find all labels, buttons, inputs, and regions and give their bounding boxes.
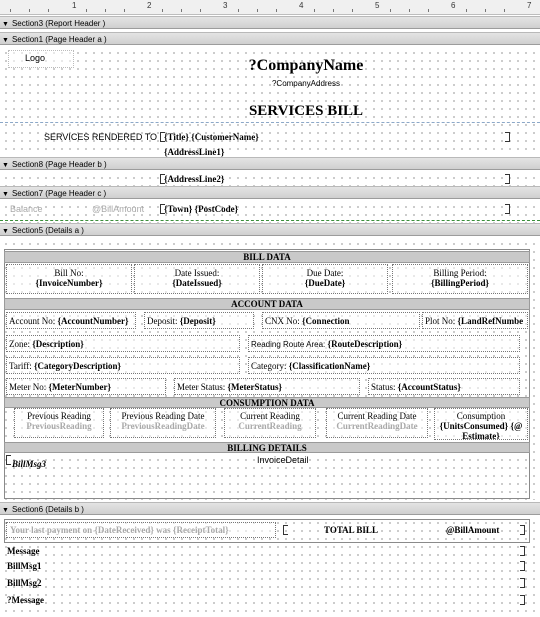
triangle-down-icon: ▼ (2, 507, 9, 514)
deposit-label: Deposit: (147, 316, 178, 326)
account-data-heading[interactable]: ACCOUNT DATA (4, 298, 530, 310)
tariff-label: Tariff: (9, 361, 32, 371)
zone-value: {Description} (32, 339, 84, 349)
deposit-cell[interactable] (144, 312, 254, 329)
account-no-value: {AccountNumber} (57, 316, 129, 326)
previous-reading-value: PreviousReading (26, 421, 92, 431)
current-reading-date-value: CurrentReadingDate (336, 421, 418, 431)
plot-no-cell[interactable] (422, 312, 528, 329)
section-label: Section8 (Page Header b ) (11, 160, 107, 169)
details-b-band (0, 516, 540, 617)
triangle-down-icon: ▼ (2, 162, 9, 169)
total-bill-label[interactable]: TOTAL BILL (324, 525, 378, 535)
bill-msg3-field[interactable]: BillMsg3 (12, 459, 47, 469)
previous-reading-label: Previous Reading (27, 411, 91, 421)
previous-reading-date-label: Previous Reading Date (121, 411, 205, 421)
consumption-label: Consumption (456, 411, 506, 421)
route-value: {RouteDescription} (327, 339, 403, 349)
section-label: Section1 (Page Header a ) (11, 35, 107, 44)
triangle-down-icon: ▼ (2, 191, 9, 198)
zone-cell[interactable] (6, 335, 240, 352)
category-cell[interactable] (248, 357, 520, 374)
ruler-mark: 5 (375, 1, 380, 10)
last-payment-field[interactable]: Your last payment on {DateReceived} was {ReceiptTotal} (6, 522, 276, 538)
meter-status-cell[interactable] (174, 378, 360, 395)
billing-details-heading[interactable]: BILLING DETAILS (4, 442, 530, 453)
address-line1-field[interactable]: {AddressLine1} (164, 147, 225, 157)
account-no-cell[interactable] (6, 312, 136, 329)
services-rendered-label[interactable]: SERVICES RENDERED TO (44, 132, 158, 142)
category-label: Category: (251, 361, 287, 371)
due-date-cell[interactable] (262, 264, 388, 294)
triangle-down-icon: ▼ (2, 37, 9, 44)
invoice-detail-subreport[interactable]: InvoiceDetail (257, 455, 309, 465)
logo-placeholder[interactable] (8, 50, 74, 68)
question-message-field[interactable]: ?Message (7, 595, 44, 605)
plot-no-label: Plot No: (425, 316, 456, 326)
current-reading-label: Current Reading (240, 411, 300, 421)
company-address-field[interactable]: ?CompanyAddress (271, 79, 341, 88)
current-reading-value: CurrentReading (238, 421, 302, 431)
meter-no-value: {MeterNumber} (48, 382, 112, 392)
bill-no-cell[interactable] (6, 264, 132, 294)
current-reading-date-cell[interactable] (326, 408, 428, 438)
zone-label: Zone: (9, 339, 30, 349)
current-reading-cell[interactable] (224, 408, 316, 438)
triangle-down-icon: ▼ (2, 228, 9, 235)
tariff-cell[interactable] (6, 357, 240, 374)
status-label: Status: (371, 382, 396, 392)
date-issued-value: {DateIssued} (172, 278, 222, 288)
horizontal-ruler (0, 0, 540, 15)
bill-msg1-field[interactable]: BillMsg1 (7, 561, 42, 571)
triangle-down-icon: ▼ (2, 21, 9, 28)
bill-no-label: Bill No: (54, 268, 84, 278)
ruler-mark: 1 (72, 1, 77, 10)
meter-status-label: Meter Status: (177, 382, 226, 392)
town-postcode-field[interactable]: {Town} {PostCode} (164, 204, 239, 214)
section-label: Section3 (Report Header ) (11, 19, 106, 28)
plot-no-value: {LandRefNumbe (457, 316, 524, 326)
section-bar-details-b[interactable] (0, 502, 540, 515)
previous-reading-date-cell[interactable] (110, 408, 216, 438)
address-line2-field[interactable]: {AddressLine2} (164, 174, 225, 184)
route-label: Reading Route Area: (251, 340, 326, 349)
current-reading-date-label: Current Reading Date (337, 411, 417, 421)
section-bar-page-header-a[interactable] (0, 32, 540, 45)
previous-reading-date-value: PreviousReadingDate (121, 421, 205, 431)
section-bar-page-header-b[interactable] (0, 157, 540, 170)
consumption-cell[interactable] (434, 408, 528, 440)
cnx-no-value: {Connection (302, 316, 350, 326)
consumption-data-heading[interactable]: CONSUMPTION DATA (4, 397, 530, 408)
bill-msg2-field[interactable]: BillMsg2 (7, 578, 42, 588)
bill-no-value: {InvoiceNumber} (35, 278, 103, 288)
deposit-value: {Deposit} (179, 316, 216, 326)
due-date-value: {DueDate} (304, 278, 346, 288)
billing-period-cell[interactable] (392, 264, 528, 294)
meter-status-value: {MeterStatus} (227, 382, 283, 392)
page-header-c-band (0, 200, 540, 223)
title-customer-field[interactable]: {Title} {CustomerName} (164, 132, 259, 142)
section-label: Section7 (Page Header c ) (11, 189, 107, 198)
logo-label: Logo (25, 53, 46, 63)
ruler-mark: 2 (147, 1, 152, 10)
section-bar-page-header-c[interactable] (0, 186, 540, 199)
meter-no-cell[interactable] (6, 378, 166, 395)
consumption-value: {UnitsConsumed} {@ (439, 421, 523, 431)
bill-amount-header-field[interactable]: @BillAmount (92, 204, 145, 214)
details-a-band (0, 237, 540, 500)
ruler-mark: 6 (451, 1, 456, 10)
ruler-mark: 4 (299, 1, 304, 10)
balance-label[interactable]: Balance (10, 204, 43, 214)
section-label: Section5 (Details a ) (11, 226, 84, 235)
section-bar-details-a[interactable] (0, 223, 540, 236)
previous-reading-cell[interactable] (14, 408, 104, 438)
ruler-mark: 7 (527, 1, 532, 10)
due-date-label: Due Date: (306, 268, 344, 278)
date-issued-cell[interactable] (134, 264, 260, 294)
tariff-value: {CategoryDescription} (33, 361, 122, 371)
services-bill-title[interactable]: SERVICES BILL (248, 103, 364, 119)
message-field[interactable]: Message (7, 546, 40, 556)
billing-period-label: Billing Period: (433, 268, 487, 278)
date-issued-label: Date Issued: (174, 268, 220, 278)
bill-data-heading[interactable]: BILL DATA (4, 251, 530, 263)
account-no-label: Account No: (9, 316, 56, 326)
page-header-a-band (0, 46, 540, 156)
cnx-no-cell[interactable] (262, 312, 420, 329)
status-value: {AccountStatus} (397, 382, 461, 392)
route-cell[interactable] (248, 335, 520, 352)
total-bill-amount[interactable]: @BillAmount (446, 525, 500, 535)
category-value: {ClassificationName} (288, 361, 371, 371)
ruler-mark: 3 (223, 1, 228, 10)
cnx-no-label: CNX No: (265, 316, 300, 326)
meter-no-label: Meter No: (9, 382, 47, 392)
status-cell[interactable] (368, 378, 520, 395)
page-header-b-band (0, 171, 540, 186)
company-name-field[interactable]: ?CompanyName (248, 57, 364, 74)
consumption-estimate-value: Estimate} (462, 431, 500, 440)
billing-period-value: {BillingPeriod} (430, 278, 490, 288)
section-label: Section6 (Details b ) (11, 505, 84, 514)
section-bar-report-header[interactable] (0, 16, 540, 29)
